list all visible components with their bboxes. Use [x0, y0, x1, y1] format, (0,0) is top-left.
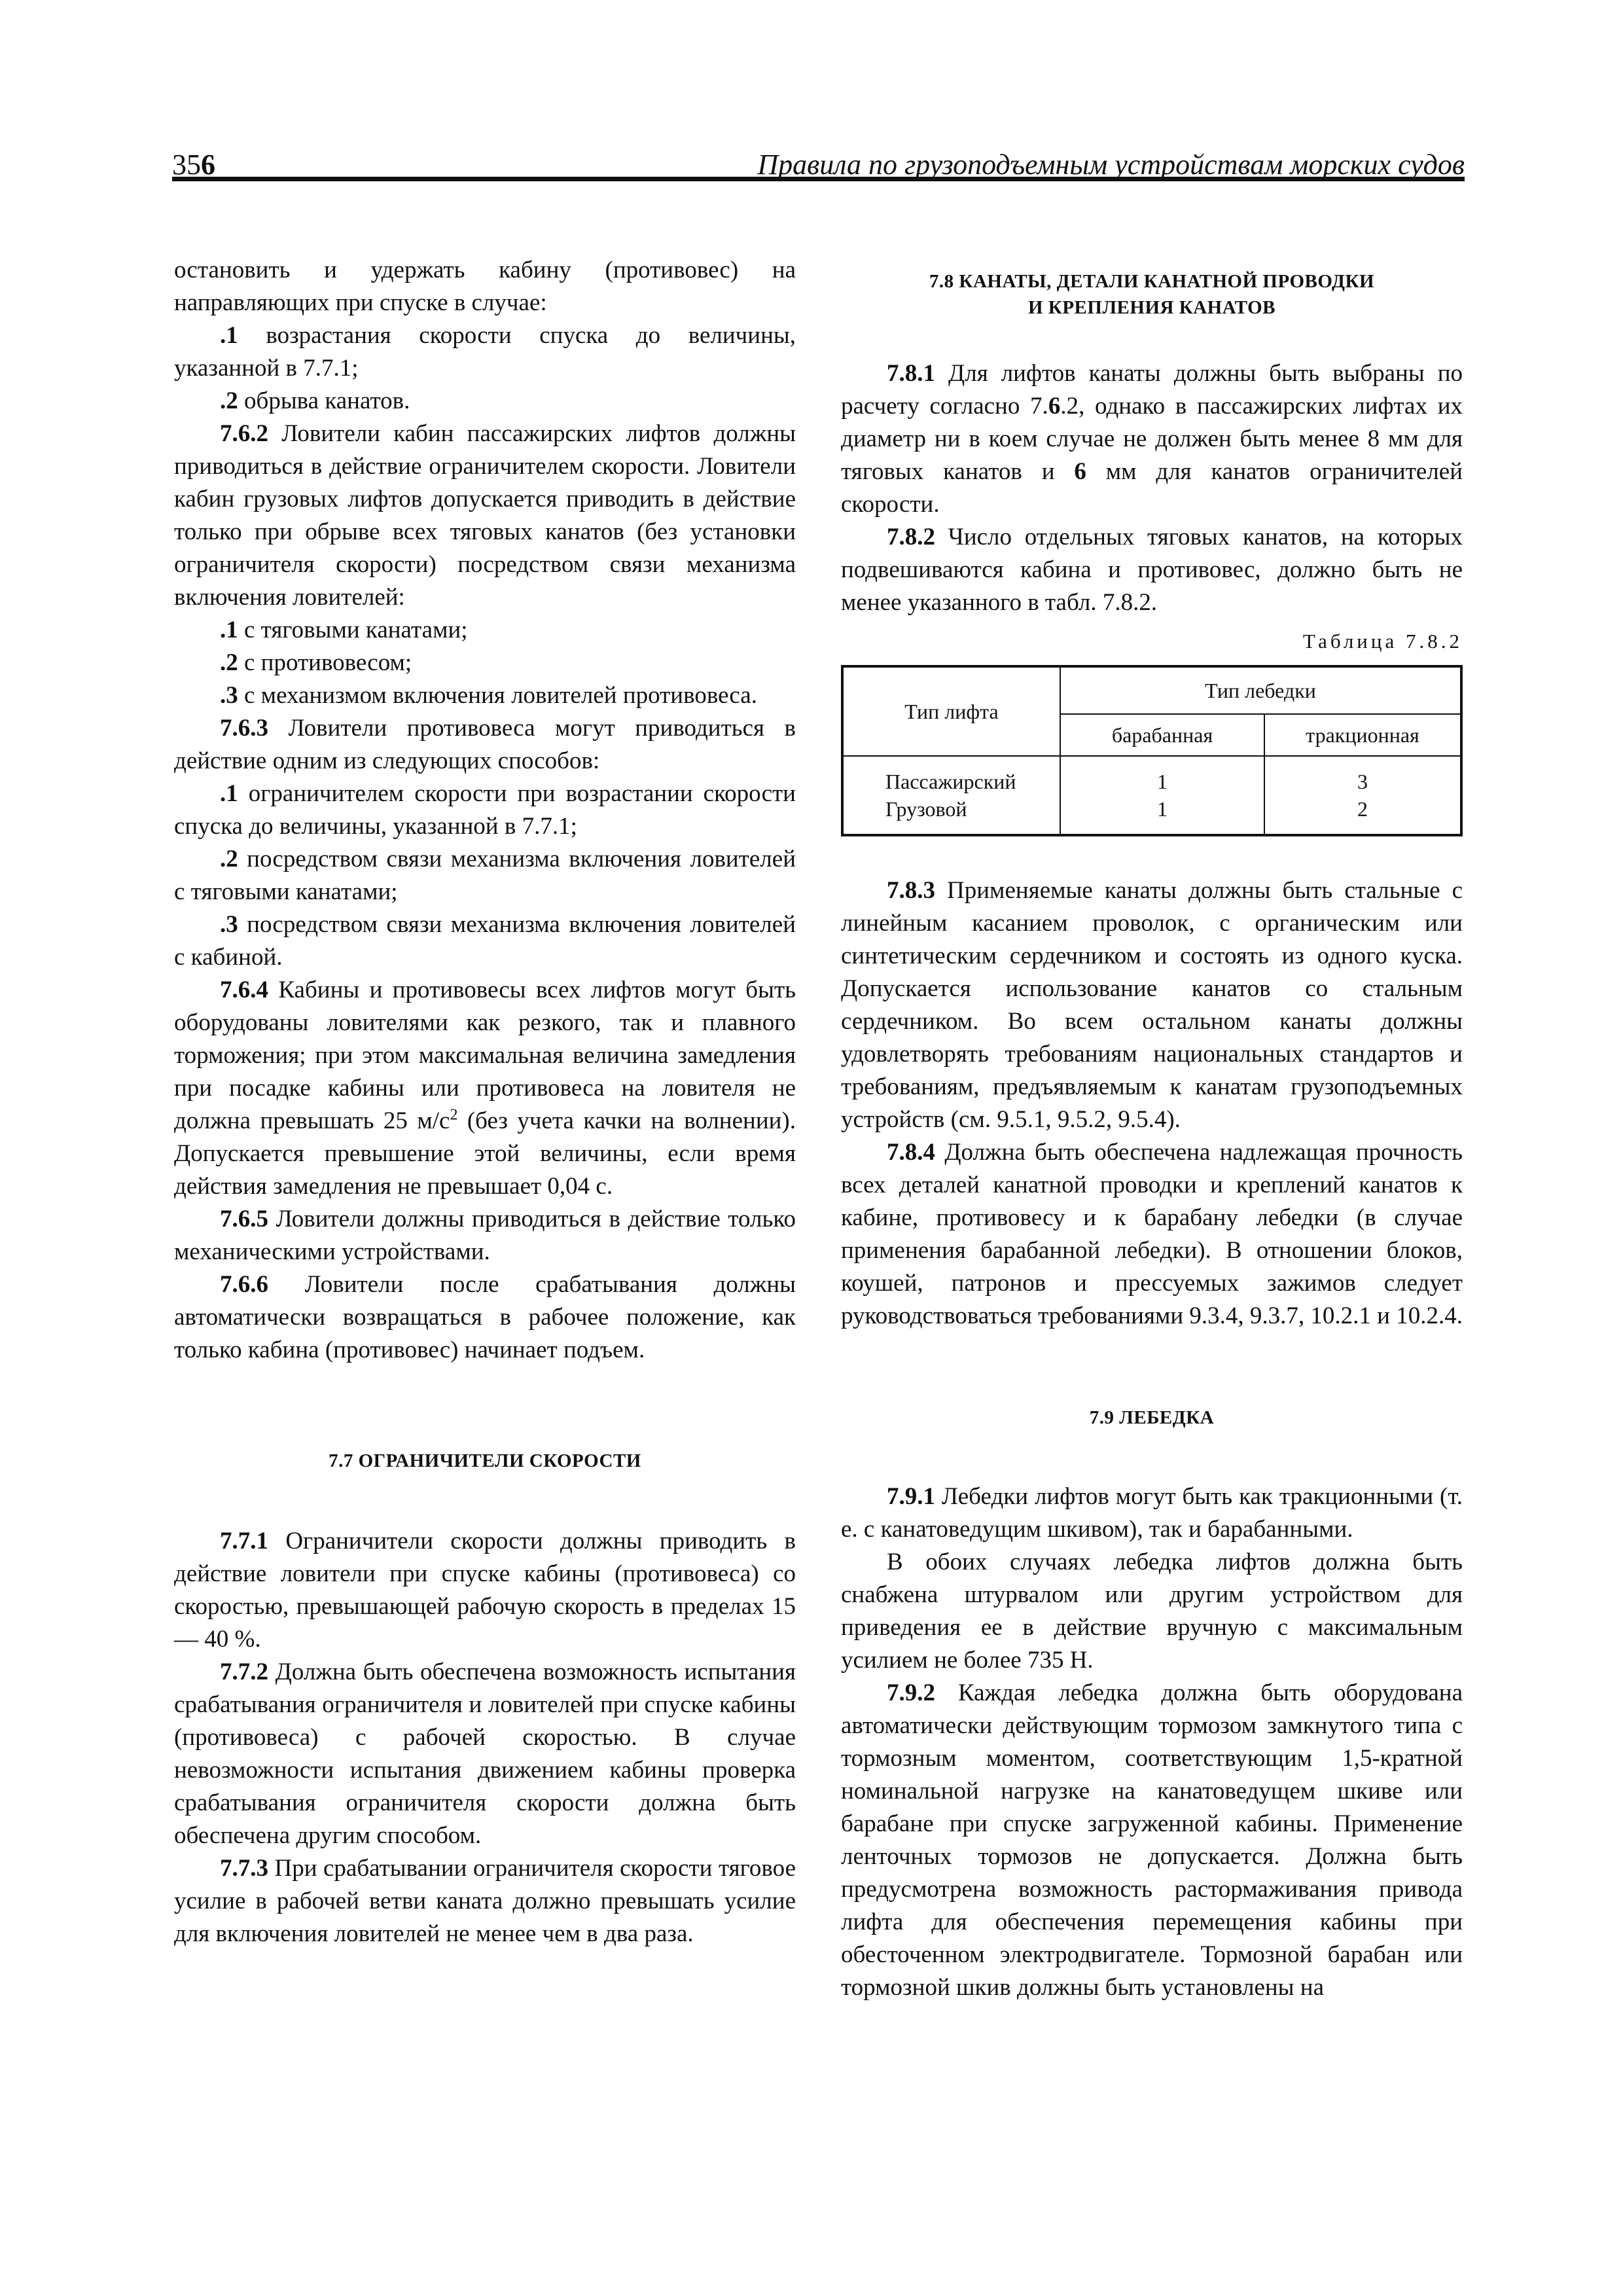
table-cell-traction: 3 2	[1264, 756, 1461, 835]
paragraph-7-7-2: 7.7.2 Должна быть обеспечена возможность испытания срабатывания ограничителя и ловителей при спуске кабины (противовеса) с рабочей скоростью. В случае невозможности испытания движением кабины проверка срабатывания ограничителя скорости должна быть обеспечена другим способом.	[174, 1659, 796, 1849]
paragraph-7-6-4: 7.6.4 Кабины и противовесы всех лифтов могут быть оборудованы ловителями как резкого, так и плавного торможения; при этом максимальная величина замедления при посадке кабины или противовеса на ловителя не должна превышать 25 $м/с^2$ (без учета качки на волнении). Допускается превышение этой величины, если время действия замедления не превышает 0,04 с.	[174, 977, 796, 1200]
paragraph-7-8-4: 7.8.4 Должна быть обеспечена надлежащая прочность всех деталей канатной проводки и креплений канатов к кабине, противовесу и к барабану лебедки (в случае применения барабанной лебедки). В отношении блоков, коушей, патронов и прессуемых зажимов следует руководствоваться требованиями 9.3.4, 9.3.7, 10.2.1 и 10.2.4.	[841, 1139, 1463, 1329]
paragraph-continuation: остановить и удержать кабину (противовес) на направляющих при спуске в случае:	[174, 257, 796, 316]
table-header-drum: барабанная	[1060, 714, 1264, 756]
list-item: .2 обрыва канатов.	[220, 387, 410, 414]
running-title: Правила по грузоподъемным устройствам морских судов	[757, 149, 1465, 181]
page-header	[172, 145, 1465, 179]
paragraph-7-6-3: 7.6.3 Ловители противовеса могут приводиться в действие одним из следующих способов:	[174, 715, 796, 774]
section-heading-7-7: 7.7 ОГРАНИЧИТЕЛИ СКОРОСТИ	[329, 1450, 641, 1471]
table-body	[842, 756, 1461, 835]
paragraph-7-8-3: 7.8.3 Применяемые канаты должны быть стальные с линейным касанием проволок, с органическим или синтетическим сердечником и состоять из одного куска. Допускается использование канатов со стальным сердечником. Во всем остальном канаты должны удовлетворять требованиям национальных стандартов и требованиям, предъявляемым к канатам грузоподъемных устройств (см. 9.5.1, 9.5.2, 9.5.4).	[841, 877, 1463, 1133]
list-item: .1 ограничителем скорости при возрастании скорости спуска до величины, указанной в 7.7.1;	[174, 780, 796, 840]
paragraph-7-9-1-continued: В обоих случаях лебедка лифтов должна быть снабжена штурвалом или другим устройством для приведения ее в действие вручную с максимальным усилием не более 735 Н.	[841, 1549, 1463, 1674]
paragraph-7-6-6: 7.6.6 Ловители после срабатывания должны автоматически возвращаться в рабочее положение, как только кабина (противовес) начинает подъем.	[174, 1271, 796, 1363]
table-cell-drum: 1 1	[1060, 756, 1264, 835]
paragraph-7-7-1: 7.7.1 Ограничители скорости должны приводить в действие ловители при спуске кабины (противовеса) со скоростью, превышающей рабочую скорость в пределах 15 — 40 %.	[174, 1528, 796, 1653]
left-column	[174, 254, 796, 1950]
table-header-winch-type: Тип лебедки	[1060, 666, 1461, 714]
section-heading-7-8: 7.8 КАНАТЫ, ДЕТАЛИ КАНАТНОЙ ПРОВОДКИ И КРЕПЛЕНИЯ КАНАТОВ	[929, 271, 1375, 318]
paragraph-7-9-1: 7.9.1 Лебедки лифтов могут быть как тракционными (т. е. с канатоведущим шкивом), так и барабанными.	[841, 1483, 1463, 1543]
table-header-lift-type: Тип лифта	[842, 666, 1060, 756]
page-number: 356	[172, 149, 215, 181]
right-column	[841, 254, 1463, 2004]
paragraph-7-8-1: 7.8.1 Для лифтов канаты должны быть выбраны по расчету согласно 7.6.2, однако в пассажирских лифтах их диаметр ни в коем случае не должен быть менее 8 мм для тяговых канатов и 6 мм для канатов ограничителей скорости.	[841, 360, 1463, 518]
list-item: .1 с тяговыми канатами;	[220, 617, 468, 643]
list-item: .1 возрастания скорости спуска до величины, указанной в 7.7.1;	[174, 322, 796, 382]
paragraph-7-7-3: 7.7.3 При срабатывании ограничителя скорости тяговое усилие в рабочей ветви каната должно превышать усилие для включения ловителей не менее чем в два раза.	[174, 1855, 796, 1947]
header-rule	[172, 177, 1465, 181]
list-item: .2 посредством связи механизма включения ловителей с тяговыми канатами;	[174, 846, 796, 905]
table-caption: Таблица 7.8.2	[1302, 630, 1463, 653]
section-heading-7-9: 7.9 ЛЕБЕДКА	[1089, 1407, 1215, 1428]
list-item: .3 посредством связи механизма включения ловителей с кабиной.	[174, 911, 796, 971]
paragraph-7-6-2: 7.6.2 Ловители кабин пассажирских лифтов должны приводиться в действие ограничителем скорости. Ловители кабин грузовых лифтов допускается приводить в действие только при обрыве всех тяговых канатов (без установки ограничителя скорости) посредством связи механизма включения ловителей:	[174, 420, 796, 611]
paragraph-7-6-5: 7.6.5 Ловители должны приводиться в действие только механическими устройствами.	[174, 1206, 796, 1265]
list-item: .3 с механизмом включения ловителей противовеса.	[220, 682, 757, 709]
table-header-traction: тракционная	[1264, 714, 1461, 756]
paragraph-7-8-2: 7.8.2 Число отдельных тяговых канатов, на которых подвешиваются кабина и противовес, должно быть не менее указанного в табл. 7.8.2.	[841, 524, 1463, 616]
paragraph-7-9-2: 7.9.2 Каждая лебедка должна быть оборудована автоматически действующим тормозом замкнутого типа с тормозным моментом, соответствующим 1,5-кратной номинальной нагрузке на канатоведущем шкиве или барабане при спуске загруженной кабины. Применение ленточных тормозов не допускается. Должна быть предусмотрена возможность растормаживания привода лифта для обеспечения перемещения кабины при обесточенном электродвигателе. Тормозной барабан или тормозной шкив должны быть установлены на	[841, 1679, 1463, 2001]
list-item: .2 с противовесом;	[220, 649, 412, 676]
lift-ropes-table	[841, 665, 1463, 836]
table-cell-lift-types: Пассажирский Грузовой	[842, 756, 1060, 835]
